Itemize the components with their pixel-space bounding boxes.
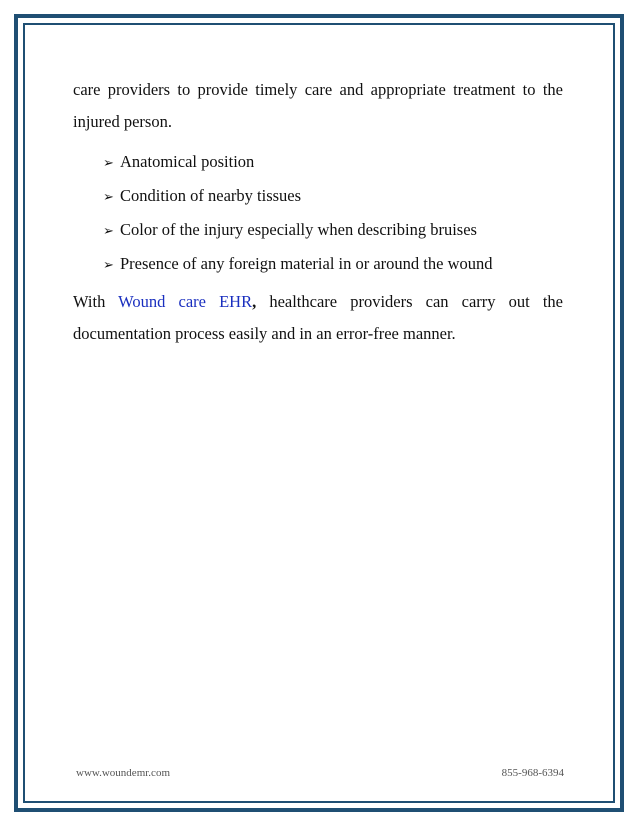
arrow-bullet-icon: ➢ (103, 190, 114, 205)
wound-care-ehr-link[interactable]: Wound care EHR (118, 292, 253, 311)
paragraph-comma: , (252, 292, 257, 311)
list-item-text: Color of the injury especially when describing bruises (120, 220, 477, 239)
footer-website: www.woundemr.com (76, 767, 170, 779)
paragraph-intro: care providers to provide timely care and appropriate treatment to the injured person. (73, 80, 563, 131)
list-item (103, 180, 563, 214)
list-item (103, 214, 563, 248)
document-content (73, 74, 563, 350)
paragraph-wound-care-ehr (73, 286, 563, 350)
footer-phone: 855-968-6394 (501, 767, 564, 779)
paragraph-prefix: With (73, 292, 119, 311)
list-item-text: Presence of any foreign material in or around the wound (120, 254, 493, 273)
list-item (103, 248, 563, 282)
list-item (103, 146, 563, 180)
arrow-bullet-icon: ➢ (103, 224, 114, 239)
bullet-list (73, 146, 563, 282)
list-item-text: Anatomical position (120, 152, 255, 171)
arrow-bullet-icon: ➢ (103, 156, 114, 171)
arrow-bullet-icon: ➢ (103, 258, 114, 273)
list-item-text: Condition of nearby tissues (120, 186, 302, 205)
paragraph-suffix: healthcare providers can carry out the documentation process easily and in an error-free manner. (73, 292, 563, 343)
